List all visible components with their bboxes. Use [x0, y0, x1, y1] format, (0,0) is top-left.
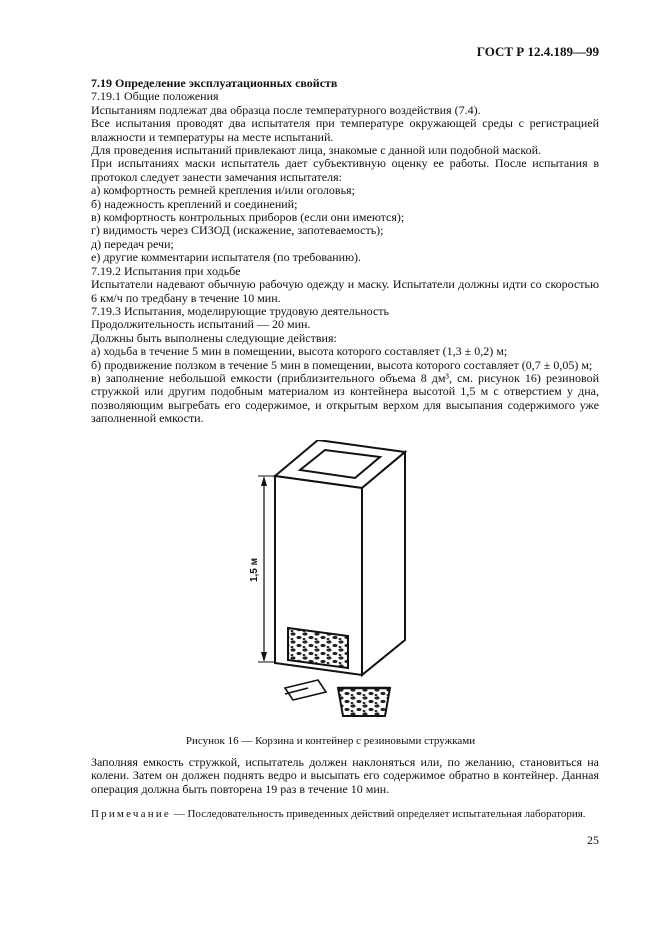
figure-caption: Рисунок 16 — Корзина и контейнер с резиновыми стружками [185, 735, 476, 747]
page-number: 25 [587, 833, 599, 847]
paragraph: Все испытания проводят два испытателя при температуре окружающей среды с регистрацией влажности и температуры на месте испытаний. [91, 116, 599, 144]
container-drawing [230, 440, 430, 720]
section-title: 7.19 Определение эксплуатационных свойств [91, 76, 338, 90]
list-item: б) надежность креплений и соединений; [91, 196, 298, 211]
list-item: г) видимость через СИЗОД (искажение, запотеваемость); [91, 223, 384, 238]
container-side [362, 452, 405, 675]
paragraph: Заполняя емкость стружкой, испытатель должен наклоняться или, по желанию, становиться на колени. Затем он должен поднять ведро и высыпать его содержимое обратно в контейнер. Данная операция должна быть повторена 19 раз в течение 10 мин. [91, 755, 599, 796]
list-item: а) комфортность ремней крепления и/или оголовья; [91, 183, 355, 198]
paragraph: Испытаниям подлежат два образца после температурного воздействия (7.4). [91, 102, 481, 117]
subsection-1: 7.19.1 Общие положения [91, 89, 219, 104]
list-item: в) комфортность контрольных приборов (если они имеются); [91, 210, 405, 225]
action-item: в) заполнение небольшой емкости (приблизительного объема 8 дм³, см. рисунок 16) резиновой стружкой или другим подобным материалом из контейнера высотой 1,5 м с отверстием у дна, позволяющим выгребать его содержимое, и открытым верхом для высыпания содержимого уже заполненной емкости. [91, 370, 599, 426]
note-label: Примечание [91, 808, 171, 820]
paragraph: Испытатели надевают обычную рабочую одежду и маску. Испытатели должны идти со скоростью 6 км/ч по тредбану в течение 10 мин. [91, 277, 599, 305]
bottom-opening [288, 628, 348, 668]
dimension-label: 1,5 м [249, 557, 260, 583]
after-figure-text [91, 756, 599, 796]
paragraph: При испытаниях маски испытатель дает субъективную оценку ее работы. После испытания в протокол следует занести замечания испытателя: [91, 156, 599, 184]
document-code: ГОСТ Р 12.4.189—99 [476, 44, 599, 59]
main-text [91, 77, 599, 426]
action-item: а) ходьба в течение 5 мин в помещении, высота которого составляет (1,3 ± 0,2) м; [91, 344, 508, 359]
note [91, 808, 601, 820]
basket [338, 688, 390, 716]
note-text: — Последовательность приведенных действий определяет испытательная лаборатория. [170, 808, 586, 820]
subsection-3: 7.19.3 Испытания, моделирующие трудовую деятельность [91, 303, 389, 318]
paragraph: Должны быть выполнены следующие действия: [91, 330, 337, 345]
scoop-icon [285, 680, 326, 700]
list-item: е) другие комментарии испытателя (по требованию). [91, 250, 362, 265]
paragraph: Для проведения испытаний привлекают лица, знакомые с данной или подобной маской. [91, 143, 541, 158]
paragraph: Продолжительность испытаний — 20 мин. [91, 317, 311, 332]
subsection-2: 7.19.2 Испытания при ходьбе [91, 263, 241, 278]
action-item: б) продвижение ползком в течение 5 мин в помещении, высота которого составляет (0,7 ± 0,05) м; [91, 357, 593, 372]
list-item: д) передач речи; [91, 236, 174, 251]
figure-container-drawing [230, 440, 430, 720]
